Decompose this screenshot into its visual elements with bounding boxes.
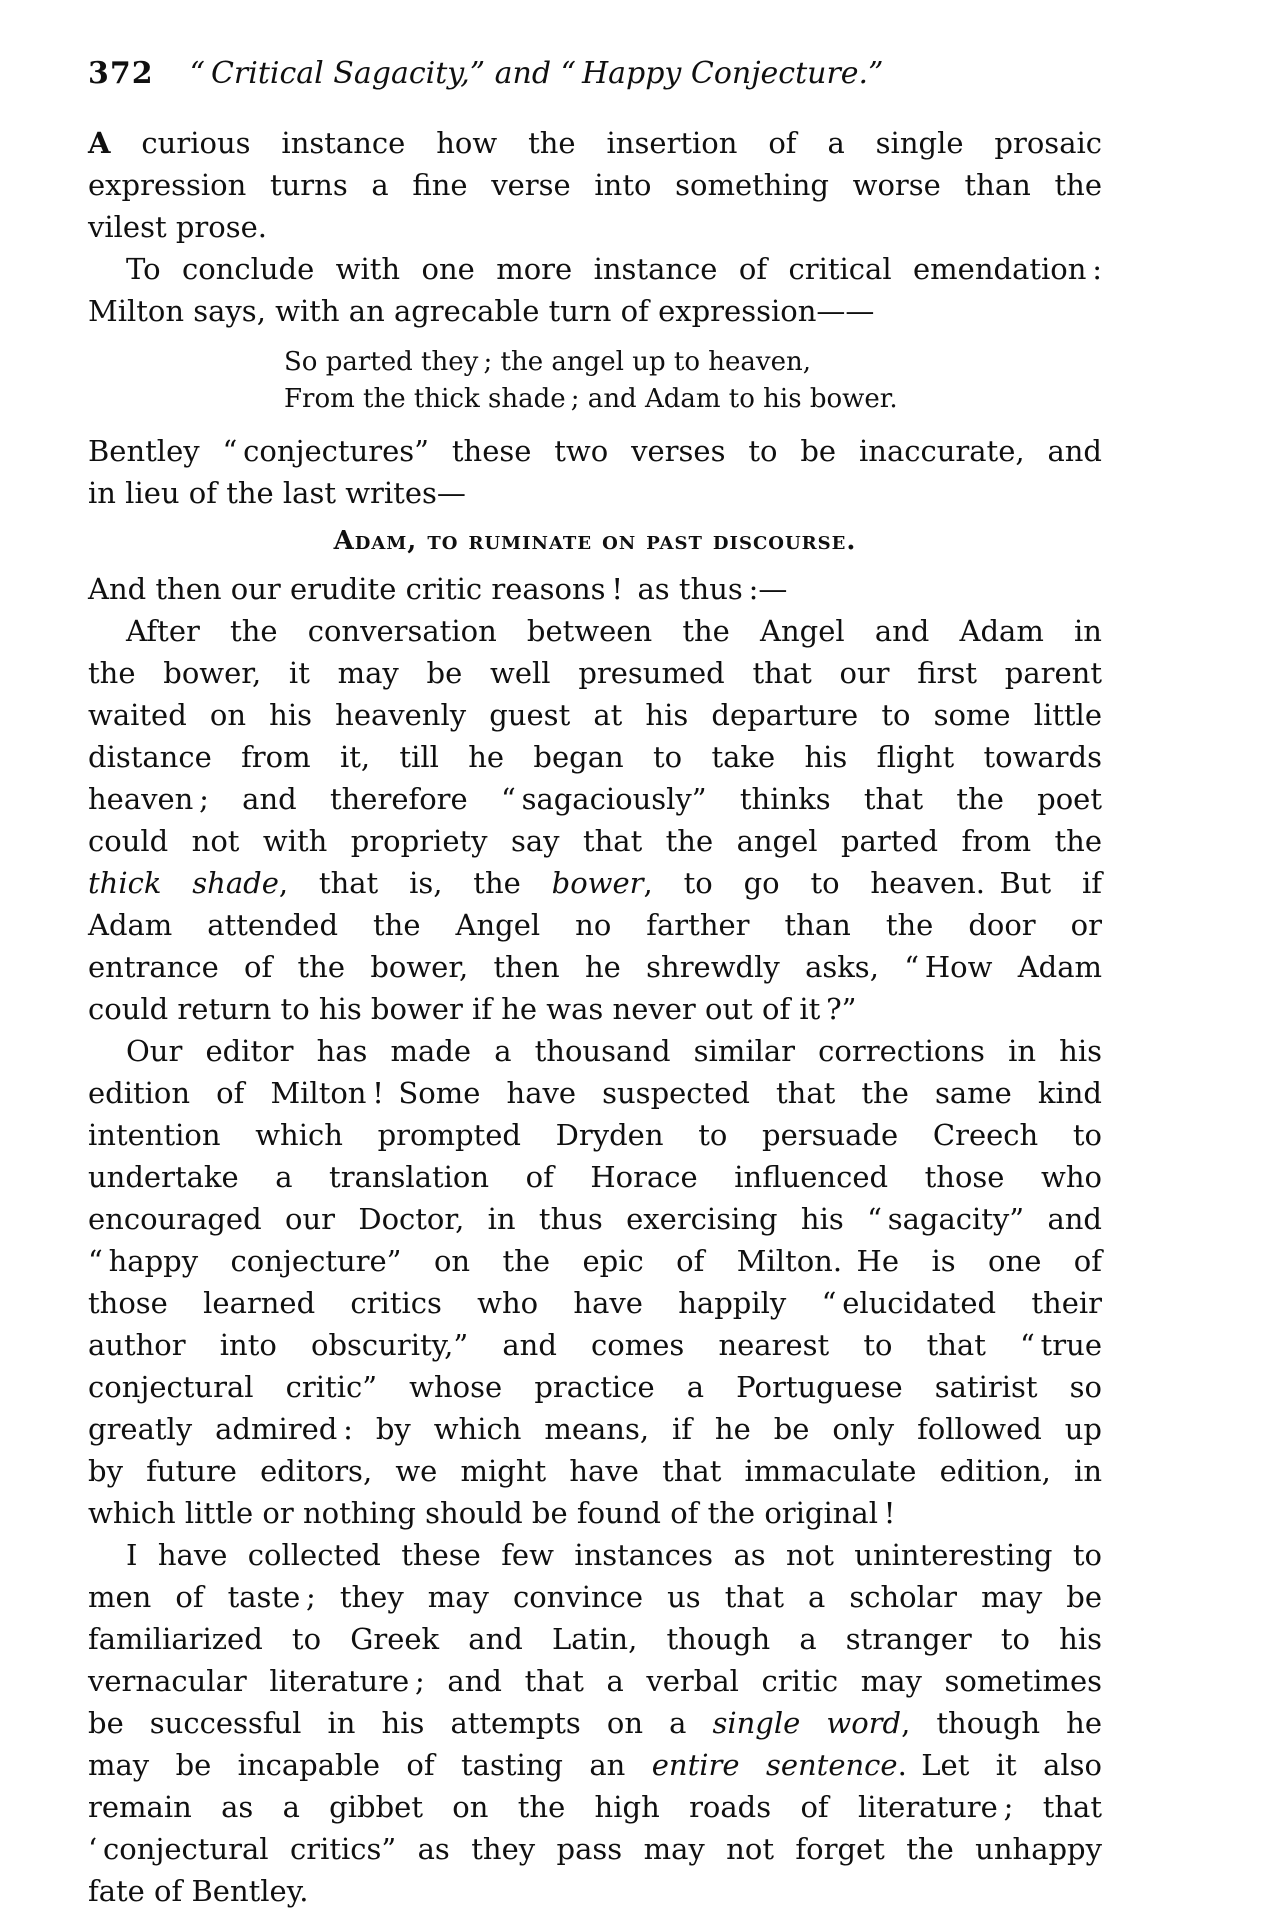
- text-line: entrance of the bower, then he shrewdly asks, “ How Adam: [88, 950, 1102, 984]
- text-line: To conclude with one more instance of critical emendation :: [126, 252, 1102, 286]
- text-line: A curious instance how the insertion of a single prosaic: [88, 126, 1102, 160]
- page-body: [88, 122, 1102, 1912]
- text-line: ‘ conjectural critics” as they pass may not forget the unhappy: [88, 1832, 1102, 1866]
- text-line: encouraged our Doctor, in thus exercising his “ sagacity” and: [88, 1202, 1102, 1236]
- text-line: conjectural critic” whose practice a Portuguese satirist so: [88, 1370, 1102, 1404]
- text-line: be successful in his attempts on a single word, though he: [88, 1706, 1103, 1740]
- text-line: distance from it, till he began to take his flight towards: [88, 740, 1102, 774]
- text-line: After the conversation between the Angel and Adam in: [126, 614, 1102, 648]
- text-line: remain as a gibbet on the high roads of literature ; that: [88, 1790, 1102, 1824]
- verse-quotation: [284, 344, 1102, 418]
- page-header: [88, 56, 1102, 92]
- paragraph: [88, 122, 1102, 248]
- page-number: 372: [88, 56, 154, 91]
- paragraph: [88, 610, 1102, 1030]
- text-line: Adam attended the Angel no farther than the door or: [88, 908, 1102, 942]
- paragraph: [88, 430, 1102, 514]
- text-line: fate of Bentley.: [88, 1874, 309, 1908]
- paragraph: [88, 1030, 1102, 1534]
- text-line: waited on his heavenly guest at his departure to some little: [88, 698, 1102, 732]
- text-line: may be incapable of tasting an entire sentence. Let it also: [88, 1748, 1102, 1782]
- paragraph: [88, 568, 1102, 610]
- text-line: by future editors, we might have that immaculate edition, in: [88, 1454, 1102, 1488]
- text-line: the bower, it may be well presumed that our first parent: [88, 656, 1102, 690]
- text-line: vilest prose.: [88, 210, 267, 244]
- text-line: Our editor has made a thousand similar corrections in his: [126, 1034, 1102, 1068]
- text-line: undertake a translation of Horace influenced those who: [88, 1160, 1102, 1194]
- text-line: And then our erudite critic reasons ! as thus :—: [88, 572, 788, 606]
- text-line: “ happy conjecture” on the epic of Milton. He is one of: [88, 1244, 1102, 1278]
- text-line: those learned critics who have happily “ elucidated their: [88, 1286, 1102, 1320]
- text-line: author into obscurity,” and comes nearest to that “ true: [88, 1328, 1102, 1362]
- text-line: greatly admired : by which means, if he be only followed up: [88, 1412, 1102, 1446]
- text-line: could not with propriety say that the angel parted from the: [88, 824, 1102, 858]
- text-line: From the thick shade ; and Adam to his bower.: [284, 384, 898, 414]
- text-line: intention which prompted Dryden to persuade Creech to: [88, 1118, 1102, 1152]
- text-line: vernacular literature ; and that a verbal critic may sometimes: [88, 1664, 1102, 1698]
- text-line: heaven ; and therefore “ sagaciously” thinks that the poet: [88, 782, 1102, 816]
- text-line: So parted they ; the angel up to heaven,: [284, 347, 811, 377]
- text-line: familiarized to Greek and Latin, though a stranger to his: [88, 1622, 1102, 1656]
- text-line: I have collected these few instances as not uninteresting to: [126, 1538, 1102, 1572]
- text-line: thick shade, that is, the bower, to go to heaven. But if: [88, 866, 1103, 900]
- text-line: Milton says, with an agrecable turn of expression——: [88, 294, 875, 328]
- smallcaps-quotation: [88, 524, 1102, 558]
- text-line: Bentley “ conjectures” these two verses to be inaccurate, and: [88, 434, 1102, 468]
- text-line: in lieu of the last writes—: [88, 476, 466, 510]
- text-line: Adam, to ruminate on past discourse.: [333, 526, 857, 556]
- text-line: which little or nothing should be found of the original !: [88, 1496, 896, 1530]
- text-line: could return to his bower if he was never out of it ?”: [88, 992, 857, 1026]
- paragraph: [88, 248, 1102, 332]
- paragraph: [88, 1534, 1102, 1912]
- text-line: edition of Milton ! Some have suspected that the same kind: [88, 1076, 1102, 1110]
- text-line: men of taste ; they may convince us that a scholar may be: [88, 1580, 1102, 1614]
- text-line: expression turns a fine verse into something worse than the: [88, 168, 1102, 202]
- running-title: “ Critical Sagacity,” and “ Happy Conjecture.”: [189, 56, 884, 91]
